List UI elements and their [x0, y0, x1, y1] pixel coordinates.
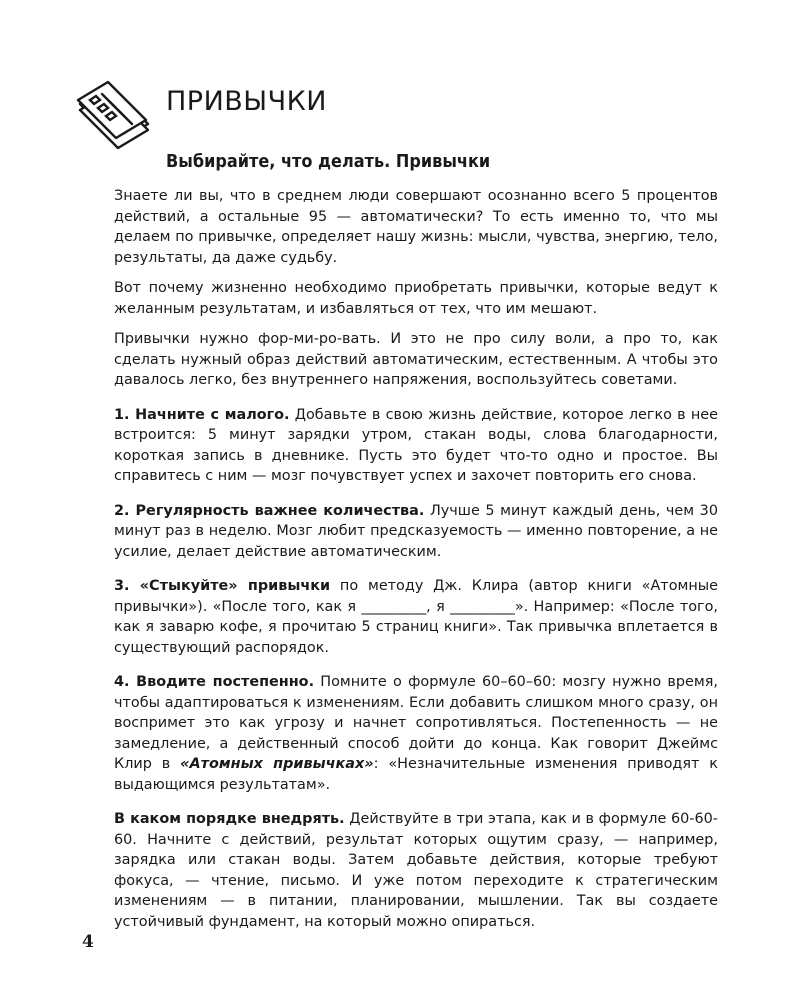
tip-text: Лучше 5 минут каждый день, чем 30 минут раз в неделю. Мозг любит предсказуемость — именно повторение, а не усилие, делает действие автоматическим.	[114, 502, 718, 560]
tip-heading: 3. «Стыкуйте» привычки	[114, 578, 331, 594]
tip-heading: 2. Регулярность важнее количества.	[114, 502, 425, 519]
page-number: 4	[82, 932, 94, 952]
tip-heading: 1. Начните с малого.	[114, 406, 290, 423]
tip-text-after: : «Незначительные изменения приводят к выдающимся результатам».	[114, 756, 718, 793]
tip-text: Добавьте в свою жизнь действие, которое легко в нее встроится: 5 минут зарядки утром, стакан воды, слова благодарности, короткая запись в дневнике. Пусть это будет что-то одно и простое. Вы справитесь с ним — мозг почувствует успех и захочет повторить его снова.	[114, 406, 718, 484]
tip-text: Действуйте в три этапа, как и в формуле 60-60-60. Начните с действий, результат которых ощутим сразу, — например, зарядка или стакан воды. Затем добавьте действия, которые требуют фокуса, — чтение, письмо. И уже потом переходите к стратегическим изменениям — в питании, планировании, мышлении. Так вы создаете устойчивый фундамент, на который можно опираться.	[114, 811, 718, 930]
page-subtitle: Выбирайте, что делать. Привычки	[166, 152, 491, 172]
tip-item	[114, 576, 718, 658]
checklist-icon	[76, 80, 154, 152]
book-title: «Атомных привычках»	[180, 756, 374, 772]
page-title: ПРИВЫЧКИ	[166, 86, 328, 117]
paragraph-intro: Знаете ли вы, что в среднем люди совершают осознанно всего 5 процентов действий, а остальные 95 — автоматически? То есть именно то, что мы делаем по привычке, определяет нашу жизнь: мысли, чувства, энергию, тело, результаты, да даже судьбу.	[114, 188, 718, 266]
paragraph-why: Вот почему жизненно необходимо приобретать привычки, которые ведут к желанным результатам, и избавляться от тех, что им мешают.	[114, 280, 718, 317]
tip-heading: В каком порядке внедрять.	[114, 811, 345, 827]
paragraph-formation: Привычки нужно фор-ми-ро-вать. И это не про силу воли, а про то, как сделать нужный образ действий автоматическим, естественным. А чтобы это давалось легко, без внутреннего напряжения, воспользуйтесь советами.	[114, 331, 718, 388]
tip-item	[114, 809, 718, 932]
tip-item	[114, 672, 718, 795]
tip-text: Помните о формуле 60–60–60: мозгу нужно время, чтобы адаптироваться к изменениям. Если добавить слишком много сразу, он воспримет это как угрозу и начнет сопротивляться. Постепенность — не замедление, а действенный способ дойти до конца. Как говорит Джеймс Клир в	[114, 674, 718, 772]
article-body	[114, 186, 718, 946]
tip-text: по методу Дж. Клира (автор книги «Атомные привычки»). «После того, как я _________, я _________». Например: «После того, как я заварю кофе, я прочитаю 5 страниц книги». Так привычка вплетается в существующий распорядок.	[114, 578, 718, 656]
tip-heading: 4. Вводите постепенно.	[114, 674, 315, 690]
tip-item	[114, 405, 718, 487]
tip-item	[114, 501, 718, 563]
